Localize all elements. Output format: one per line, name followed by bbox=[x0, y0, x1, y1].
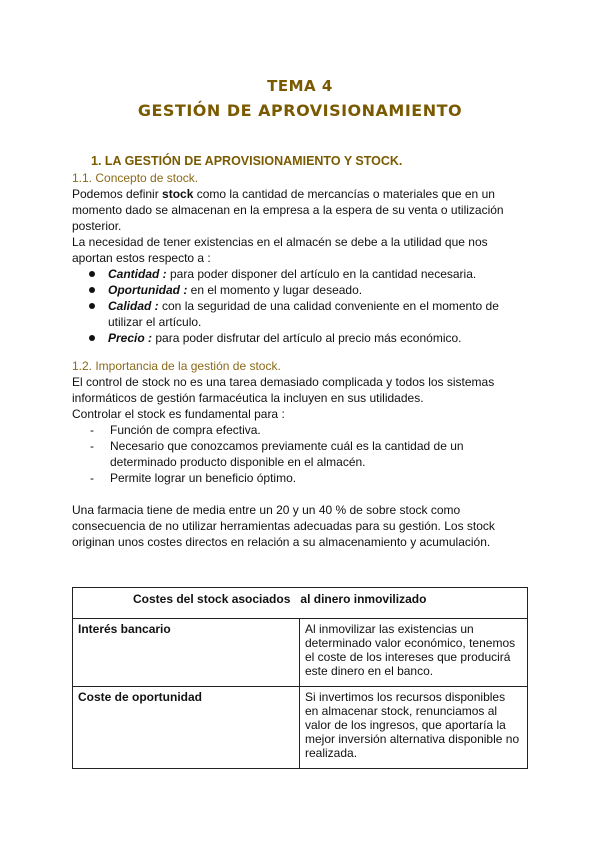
utility-list bbox=[72, 266, 542, 346]
tema-title: TEMA 4 bbox=[267, 77, 333, 95]
bullet-icon bbox=[89, 287, 95, 293]
document-body bbox=[72, 153, 542, 550]
bullet-icon bbox=[89, 271, 95, 277]
bullet-icon bbox=[89, 335, 95, 341]
cost-label: Coste de oportunidad bbox=[73, 687, 300, 769]
list-item: - Necesario que conozcamos previamente cuál es la cantidad de un determinado producto disponible en el almacén. bbox=[90, 439, 464, 469]
table-header: Costes del stock asociados al dinero inmovilizado bbox=[73, 588, 528, 619]
stock-need-paragraph: La necesidad de tener existencias en el almacén se debe a la utilidad que nos aportan estos respecto a : bbox=[72, 235, 488, 265]
bullet-icon bbox=[89, 303, 95, 309]
list-item: - Función de compra efectiva. bbox=[90, 423, 261, 437]
list-item: Oportunidad : en el momento y lugar deseado. bbox=[89, 282, 542, 298]
stock-control-paragraph: El control de stock no es una tarea demasiado complicada y todos los sistemas informáticos de gestión farmacéutica la incluyen en sus utilidades. bbox=[72, 375, 495, 405]
cost-label: Interés bancario bbox=[73, 619, 300, 687]
list-item: Calidad : con la seguridad de una calidad conveniente en el momento de utilizar el artículo. bbox=[89, 298, 542, 330]
dash-marker: - bbox=[90, 439, 94, 453]
stock-costs-table bbox=[72, 587, 528, 769]
stock-definition: Podemos definir stock como la cantidad de mercancías o materiales que en un momento dado se almacenan en la empresa a la espera de su venta o utilización posterior. bbox=[72, 187, 504, 233]
stock-term: stock bbox=[162, 187, 194, 201]
cost-description: Si invertimos los recursos disponibles en almacenar stock, renunciamos al valor de los ingresos, que aportaría la mejor inversión alternativa disponible no realizada. bbox=[300, 687, 528, 769]
list-item: - Permite lograr un beneficio óptimo. bbox=[90, 471, 297, 485]
table-row bbox=[73, 619, 528, 687]
subsection-1-1-heading: 1.1. Concepto de stock. bbox=[72, 171, 199, 185]
table-header-row bbox=[73, 588, 528, 619]
control-benefits-list bbox=[72, 422, 542, 486]
list-item: Precio : para poder disfrutar del artículo al precio más económico. bbox=[89, 330, 542, 346]
dash-marker: - bbox=[90, 471, 94, 485]
tema-subtitle: GESTIÓN DE APROVISIONAMIENTO bbox=[137, 101, 463, 120]
table-row bbox=[73, 687, 528, 769]
list-item: Cantidad : para poder disponer del artículo en la cantidad necesaria. bbox=[89, 266, 542, 282]
overstock-paragraph: Una farmacia tiene de media entre un 20 y un 40 % de sobre stock como consecuencia de no utilizar herramientas adecuadas para su gestión. Los stock originan unos costes directos en relación a su almacenamiento y acumulación. bbox=[72, 503, 495, 549]
cost-description: Al inmovilizar las existencias un determinado valor económico, tenemos el coste de los intereses que producirá este dinero en el banco. bbox=[300, 619, 528, 687]
section-1-heading: 1. LA GESTIÓN DE APROVISIONAMIENTO Y STOCK. bbox=[91, 154, 403, 168]
subsection-1-2-heading: 1.2. Importancia de la gestión de stock. bbox=[72, 359, 281, 373]
stock-control-intro: Controlar el stock es fundamental para : bbox=[72, 407, 285, 421]
dash-marker: - bbox=[90, 423, 94, 437]
